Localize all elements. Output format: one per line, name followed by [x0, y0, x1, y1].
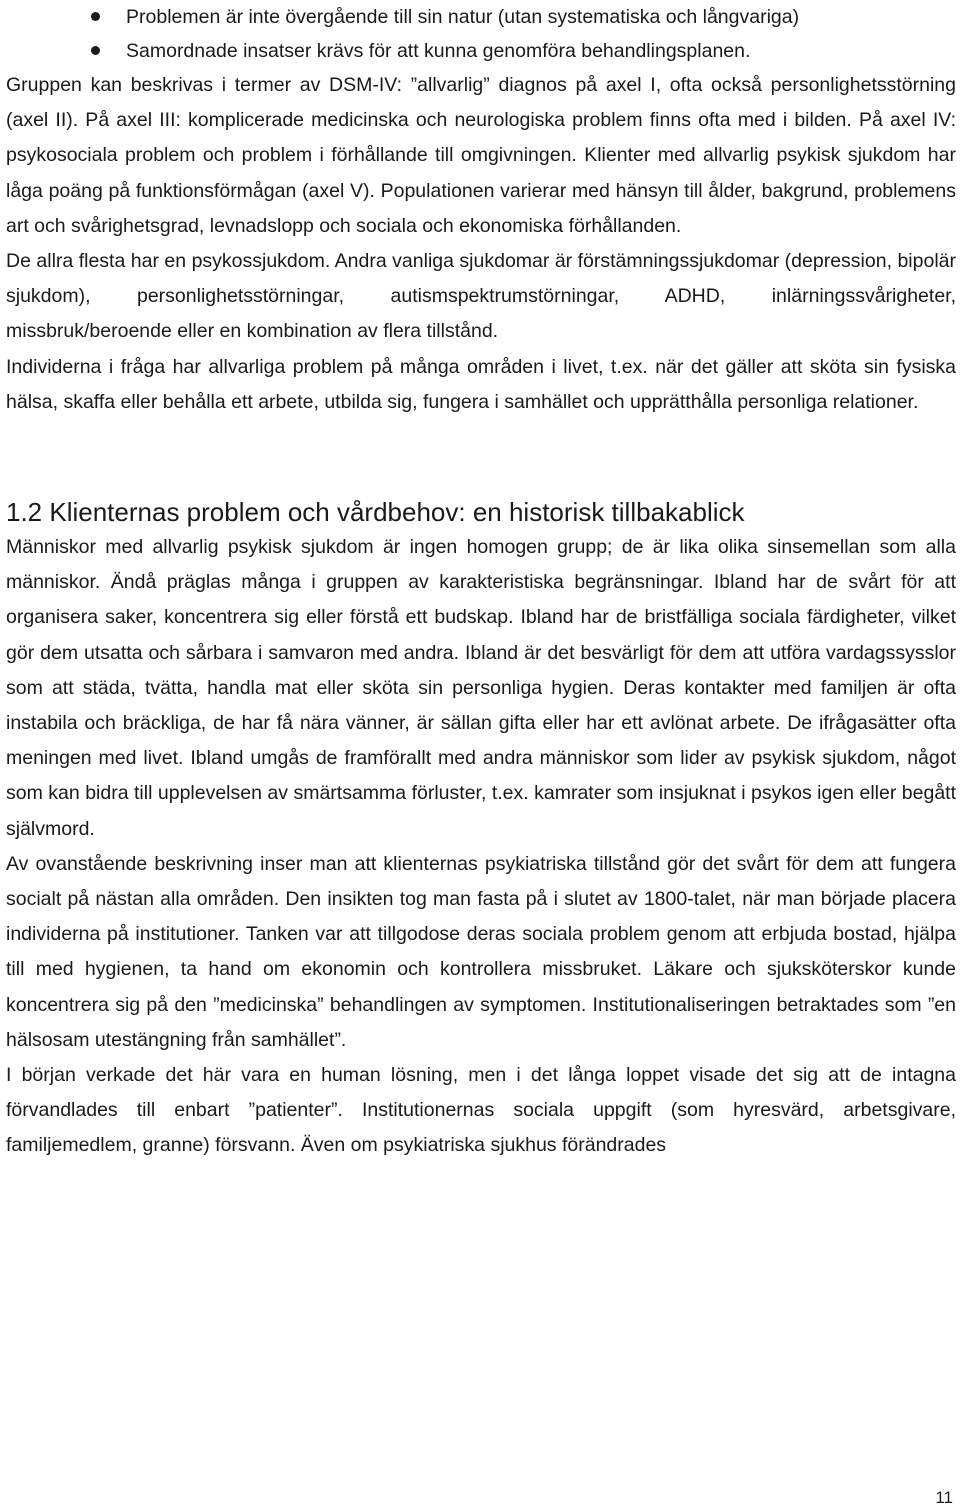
bullet-list — [6, 0, 956, 68]
paragraph-limitations: Människor med allvarlig psykisk sjukdom är ingen homogen grupp; de är lika olika sinsemellan som alla människor. Ändå präglas många i gruppen av karakteristiska begränsningar. Ibland har de svårt för att organisera saker, koncentrera sig eller förstå ett budskap. Ibland har de bristfälliga sociala färdigheter, vilket gör dem utsatta och sårbara i samvaron med andra. Ibland är det besvärligt för dem att utföra vardagssysslor som att städa, tvätta, handla mat eller sköta sin personliga hygien. Deras kontakter med familjen är ofta instabila och bräckliga, de har få nära vänner, är sällan gifta eller har ett avlönat arbete. De ifrågasätter ofta meningen med livet. Ibland umgås de framförallt med andra människor som lider av psykisk sjukdom, något som kan bidra till upplevelsen av smärtsamma förluster, t.ex. kamrater som insjuknat i psykos igen eller begått självmord. — [6, 536, 956, 840]
bullet-text: Samordnade insatser krävs för att kunna genomföra behandlingsplanen. — [126, 40, 751, 62]
paragraph-diagnoses: De allra flesta har en psykossjukdom. Andra vanliga sjukdomar är förstämningssjukdomar (depression, bipolär sjukdom), personlighetsstörningar, autismspektrumstörningar, ADHD, inlärningssvårigheter, missbruk/beroende eller en kombination av flera tillstånd. — [6, 250, 956, 343]
bullet-icon — [91, 46, 100, 55]
paragraph-institutions: Av ovanstående beskrivning inser man att klienternas psykiatriska tillstånd gör det svårt för dem att fungera socialt på nästan alla områden. Den insikten tog man fasta på i slutet av 1800-talet, när man började placera individerna på institutioner. Tanken var att tillgodose deras sociala problem genom att erbjuda bostad, hjälpa till med hygienen, ta hand om ekonomin och kontrollera missbruket. Läkare och sjuksköterskor kunde koncentrera sig på den ”medicinska” behandlingen av symptomen. Institutionaliseringen betraktades som ”en hälsosam utestängning från samhället”. — [6, 852, 956, 1051]
bullet-item — [6, 0, 956, 34]
document-page — [6, 0, 956, 1164]
bullet-text: Problemen är inte övergående till sin natur (utan systematiska och långvariga) — [126, 6, 800, 28]
paragraph-human-solution: I början verkade det här vara en human lösning, men i det långa loppet visade det sig att de intagna förvandlades till enbart ”patienter”. Institutionernas sociala uppgift (som hyresvärd, arbetsgivare, familjemedlem, granne) försvann. Även om psykiatriska sjukhus förändrades — [6, 1064, 956, 1157]
bullet-item — [6, 34, 956, 68]
section-heading: 1.2 Klienternas problem och vårdbehov: en historisk tillbakablick — [6, 497, 745, 528]
paragraph-life-problems: Individerna i fråga har allvarliga problem på många områden i livet, t.ex. när det gäller att sköta sin fysiska hälsa, skaffa eller behålla ett arbete, utbilda sig, fungera i samhället och upprätthålla personliga relationer. — [6, 355, 956, 413]
page-number: 11 — [935, 1488, 953, 1507]
paragraph-dsm-description: Gruppen kan beskrivas i termer av DSM-IV: ”allvarlig” diagnos på axel I, ofta också personlighetsstörning (axel II). På axel III: komplicerade medicinska och neurologiska problem finns ofta med i bilden. På axel IV: psykosociala problem och problem i förhållande till omgivningen. Klienter med allvarlig psykisk sjukdom har låga poäng på funktionsförmågan (axel V). Populationen varierar med hänsyn till ålder, bakgrund, problemens art och svårighetsgrad, levnadslopp och sociala och ekonomiska förhållanden. — [6, 74, 956, 237]
bullet-icon — [91, 12, 100, 21]
